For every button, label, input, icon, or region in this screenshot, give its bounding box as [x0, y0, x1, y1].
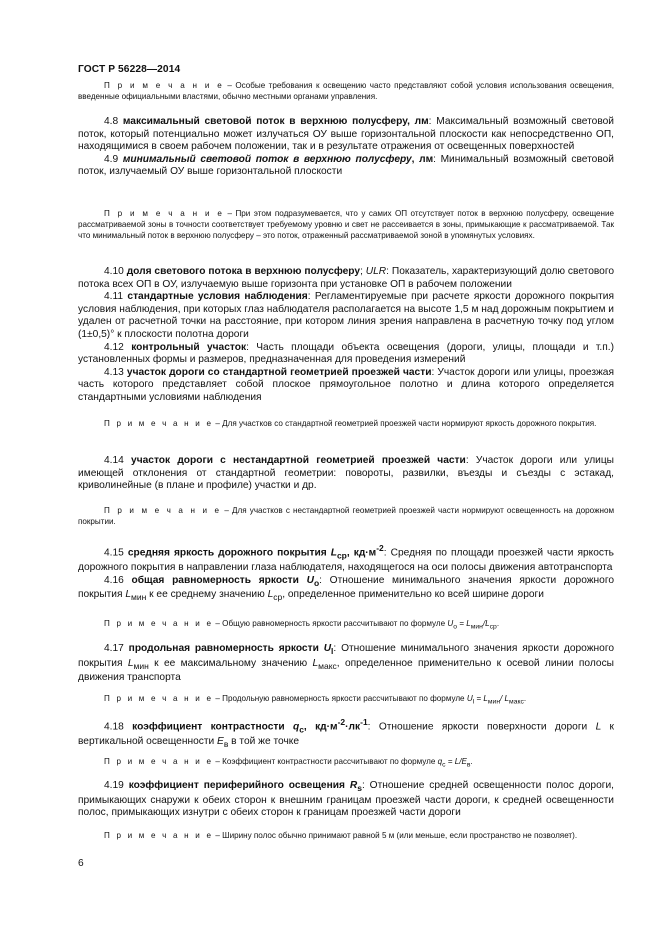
symbol-sub: макс — [318, 660, 337, 671]
term-4-19 — [78, 780, 614, 820]
term-title: минимальный световой поток в верхнюю полусферу — [122, 153, 412, 165]
term-title: максимальный световой поток в верхнюю полусферу — [122, 116, 408, 127]
term-definition: : Отношение яркости поверхности дороги — [367, 721, 596, 733]
formula-sub: мин — [470, 623, 483, 631]
term-definition: : Отношение средней освещенности полос дороги, примыкающих снаружи к обеих сторон к внешним границам проезжей части дороги, к средней освещенности полос, примыкающих изнутри с обеих сторон к границам проезжей части дороги — [78, 780, 614, 819]
term-symbol-sub: ср — [336, 550, 347, 561]
term-4-15-4-16 — [78, 542, 614, 604]
term-title: коэффициент периферийного освещения — [128, 780, 345, 791]
symbol: E — [217, 736, 224, 748]
note-3 — [78, 418, 614, 429]
term-definition: : Регламентируемые при расчете яркости дорожного покрытия условия наблюдения, при которых глаз наблюдателя располагается на высоте 1,5 м над дорожным покрытием и удален от расчетной точки на расстояние, при котором линия зрения направлена в расчетную точку под углом (1±0,5)° к плоскости полотна дороги — [78, 291, 614, 340]
term-unit: , кд·м — [303, 721, 338, 733]
term-number: 4.18 — [104, 721, 124, 733]
term-symbol-sub: l — [331, 646, 334, 657]
formula: = L — [457, 619, 471, 628]
term-symbol-sub: s — [357, 783, 362, 794]
symbol: L — [125, 589, 132, 601]
note-label: П р и м е ч а н и е — [104, 209, 225, 218]
note-label: П р и м е ч а н и е — [104, 81, 224, 90]
term-definition: : Отношение минимального значения яркости дорожного покрытия — [78, 574, 615, 601]
term-unit-sup: -1 — [360, 717, 368, 727]
term-symbol-sub: c — [299, 724, 304, 735]
formula-sub: o — [453, 623, 458, 631]
term-sep: ; — [360, 266, 366, 277]
symbol-sub: мин — [133, 660, 149, 671]
page-number: 6 — [78, 858, 84, 869]
note-1 — [78, 80, 614, 102]
term-number: 4.13 — [104, 366, 124, 378]
term-definition: : Отношение минимального значения яркости дорожного покрытия — [78, 643, 614, 669]
term-definition: к ее среднему значению — [146, 589, 268, 601]
note-text: – Коэффициент контрастности рассчитывают по формуле — [215, 757, 438, 766]
term-number: 4.10 — [104, 266, 124, 277]
term-title: продольная равномерность яркости — [128, 643, 319, 654]
term-abbr: ULR — [365, 266, 387, 277]
note-label: П р и м е ч а н и е — [104, 506, 222, 515]
term-4-14 — [78, 455, 614, 493]
formula: /L — [482, 619, 490, 628]
symbol: L — [312, 657, 319, 669]
term-definition: : Показатель, характеризующий долю светового потока всех ОП в ОУ, излучаемую выше горизонта при установке ОП в рабочем положении — [78, 266, 614, 290]
note-4 — [78, 505, 614, 527]
formula-sub: мин — [487, 698, 501, 706]
term-definition: : Средняя по площади проезжей части яркость дорожного покрытия в направлении глаза наблюдателя, находящегося на оси полосы движения автотранспорта — [78, 547, 614, 574]
term-unit-sup: -2 — [337, 717, 346, 727]
note-text: – Продольную равномерность яркости рассчитывают по формуле — [215, 694, 467, 703]
note-label: П р и м е ч а н и е — [104, 694, 214, 703]
term-definition: в той же точке — [228, 736, 300, 748]
note-text: – Для участков со стандартной геометрией проезжей части нормируют яркость дорожного покрытия. — [215, 419, 597, 428]
term-unit-sup: -2 — [376, 543, 384, 553]
term-symbol-sub: o — [313, 577, 320, 588]
formula: U — [466, 694, 473, 703]
term-definition: : Часть площади объекта освещения (дороги, улицы, площади и т.п.) установленных формы и размеров, предназначенная для проведения измерений — [78, 341, 614, 366]
term-symbol: U — [323, 643, 332, 654]
formula-sub: макс — [509, 698, 524, 706]
term-number: 4.11 — [104, 291, 124, 303]
note-text: – Ширину полос обычно принимают равной 5 м (или меньше, если пространство не позволяет). — [215, 831, 578, 840]
term-title: средняя яркость дорожного покрытия — [127, 547, 327, 559]
note-label: П р и м е ч а н и е — [104, 831, 214, 840]
term-symbol: L — [330, 547, 337, 559]
term-number: 4.19 — [104, 780, 124, 791]
document-header: ГОСТ Р 56228—2014 — [78, 64, 181, 75]
formula: q — [437, 757, 443, 766]
term-definition: : Минимальный возможный световой поток, излучаемый ОУ выше горизонтальной плоскости — [78, 153, 614, 178]
term-number: 4.15 — [104, 547, 124, 559]
note-text: – При этом подразумевается, что у самих ОП отсутствует поток в верхнюю полусферу, освещение рассматриваемой зоны в точности соответствует требуемому уровню и свет не рассеивается в зоны, примыкающие к рассматриваемой. Так что минимальный поток в верхнюю полусферу – это поток, отраженный рассматриваемой зоной в упомянутых условиях. — [78, 209, 615, 241]
term-definition: к ее максимальному значению — [148, 657, 313, 669]
term-title: коэффициент контрастности — [132, 721, 285, 733]
note-text: – Общую равномерность яркости рассчитывают по формуле — [215, 619, 448, 628]
term-definition: к вертикальной освещенности — [78, 721, 615, 748]
term-definition: : Максимальный возможный световой поток, который потенциально может излучаться ОУ выше горизонтальной плоскости как непосредственно ОП, находящимися в своем рабочем положении, так и в результате отражения от освещенных поверхностей — [78, 116, 614, 153]
term-number: 4.14 — [104, 455, 124, 466]
term-symbol: R — [349, 780, 358, 791]
formula: = L — [474, 694, 488, 703]
term-definition: , определенное применительно ко всей ширине дороги — [282, 589, 544, 601]
formula-sub: l — [472, 698, 475, 706]
term-definition: : Участок дороги или улицы, проезжая часть которого представляет собой плоское прямоугольное полотно и длина которого определяется стандартными условиями наблюдения — [78, 366, 614, 403]
term-symbol: q — [292, 721, 300, 733]
symbol: L — [267, 589, 274, 601]
term-title: участок дороги с нестандартной геометрией проезжей части — [131, 455, 466, 466]
term-title: общая равномерность яркости — [131, 574, 299, 586]
term-title: контрольный участок — [131, 341, 247, 353]
symbol: L — [595, 721, 602, 733]
term-definition: : Участок дороги или улицы имеющей отклонения от стандартной геометрии: повороты, развилки, въезды и съезды с эстакад, криволинейные (в плане и профиле) участки и др. — [78, 455, 614, 492]
term-unit: , лм — [407, 116, 429, 127]
note-label: П р и м е ч а н и е — [104, 419, 214, 428]
term-title: доля светового потока в верхнюю полусферу — [126, 266, 361, 277]
formula-end: . — [523, 694, 527, 703]
formula-sub: ср — [489, 623, 497, 631]
formula-end: . — [496, 619, 500, 628]
note-8 — [78, 830, 614, 841]
note-text: – Для участков с нестандартной геометрией проезжей части нормируют освещенность на дорожном покрытии. — [78, 506, 615, 527]
note-text: – Особые требования к освещению часто представляют собой условия использования освещения, введенные официальными властями, обычно местными органами управления. — [78, 81, 614, 102]
term-title: участок дороги со стандартной геометрией проезжей части — [126, 366, 432, 378]
term-unit: ·лк — [345, 721, 361, 733]
term-number: 4.17 — [104, 643, 124, 654]
term-4-10-to-4-13 — [78, 266, 614, 405]
term-4-8 — [78, 116, 614, 179]
note-5 — [78, 618, 614, 633]
term-number: 4.8 — [104, 116, 119, 127]
term-symbol: U — [306, 574, 314, 586]
formula-sub: c — [442, 761, 446, 769]
term-unit: , лм — [411, 153, 434, 165]
note-2 — [78, 208, 614, 241]
note-7 — [78, 756, 614, 771]
note-label: П р и м е ч а н и е — [104, 619, 214, 628]
symbol-sub: в — [223, 739, 229, 750]
note-6 — [78, 693, 614, 708]
term-definition: , определенное применительно к осевой линии полосы движения транспорта — [78, 657, 614, 684]
symbol-sub: мин — [131, 592, 147, 603]
term-4-18 — [78, 716, 614, 751]
term-4-17 — [78, 643, 614, 685]
term-number: 4.16 — [104, 574, 124, 586]
term-title: стандартные условия наблюдения — [127, 291, 308, 303]
formula-end: . — [470, 757, 473, 766]
term-unit: , кд·м — [346, 547, 377, 559]
note-label: П р и м е ч а н и е — [104, 757, 214, 766]
term-number: 4.12 — [104, 341, 124, 353]
formula: = L/E — [445, 757, 467, 766]
formula: U — [447, 619, 454, 628]
symbol-sub: ср — [273, 592, 283, 603]
term-number: 4.9 — [104, 153, 119, 165]
symbol: L — [127, 657, 134, 669]
formula: / L — [500, 694, 510, 703]
formula-sub: в — [466, 761, 471, 769]
